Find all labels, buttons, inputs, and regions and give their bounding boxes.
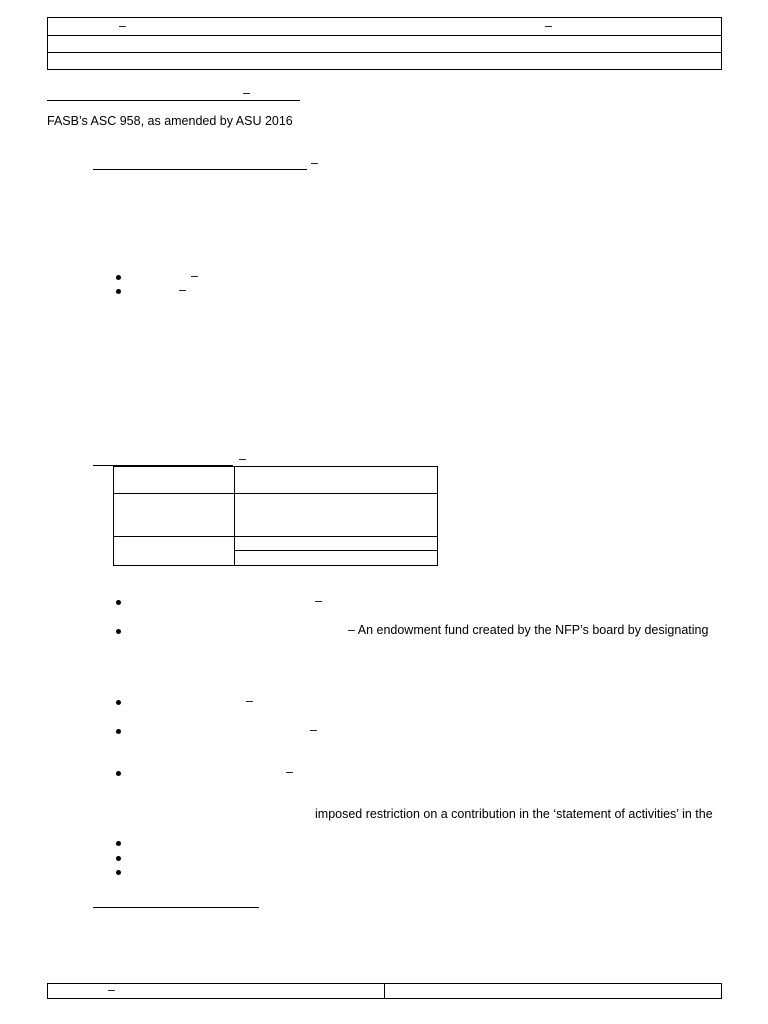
inner-table-column-divider <box>234 466 235 566</box>
footer-table-column-divider <box>384 983 385 999</box>
bullet-marker <box>116 856 121 861</box>
bullet-marker <box>116 841 121 846</box>
list-item-text: – An endowment fund created by the NFP’s board by designating <box>348 623 709 637</box>
header-table-row-divider <box>47 52 722 53</box>
bullet-marker <box>116 700 121 705</box>
list-item-dash: – <box>310 723 317 737</box>
bullet-marker <box>116 729 121 734</box>
bullet-marker <box>116 870 121 875</box>
header-table <box>47 17 722 70</box>
bullet-marker <box>116 600 121 605</box>
list-item-dash: – <box>315 594 322 608</box>
table-heading-dash: – <box>239 452 246 466</box>
header-dash-left: – <box>119 19 126 33</box>
inner-table <box>113 466 438 566</box>
list-item-dash: – <box>191 269 198 283</box>
section-heading-dash: – <box>243 86 250 100</box>
subsection-heading-underline <box>93 169 307 170</box>
section-heading-underline <box>47 100 300 101</box>
list-item-dash: – <box>286 765 293 779</box>
footer-dash: – <box>108 983 115 997</box>
bullet-marker <box>116 289 121 294</box>
bullet-marker <box>116 771 121 776</box>
intro-text: FASB’s ASC 958, as amended by ASU 2016 <box>47 114 293 128</box>
header-dash-right: – <box>545 19 552 33</box>
paragraph-line: imposed restriction on a contribution in the ‘statement of activities’ in the <box>315 807 713 821</box>
bullet-marker <box>116 275 121 280</box>
inner-table-row-divider <box>113 536 438 537</box>
inner-table-row-divider <box>113 493 438 494</box>
list-item-dash: – <box>179 283 186 297</box>
bullet-marker <box>116 629 121 634</box>
subsection-heading-dash: – <box>311 156 318 170</box>
list-item-dash: – <box>246 694 253 708</box>
inner-table-subrow-divider <box>234 550 438 551</box>
bottom-heading-underline <box>93 907 259 908</box>
header-table-row-divider <box>47 35 722 36</box>
